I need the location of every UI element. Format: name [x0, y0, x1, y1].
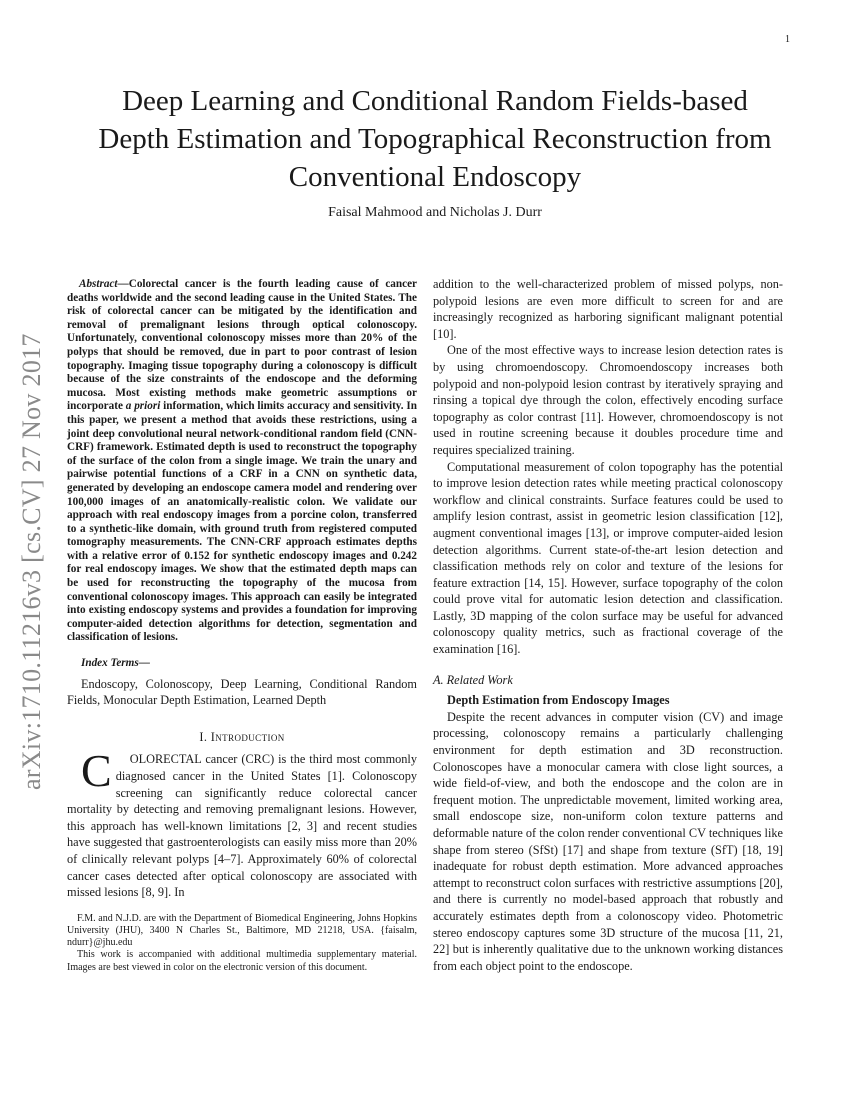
paragraph-topography: Computational measurement of colon topography has the potential to improve lesion detection rates while meeting practical colonoscopy workflow and clinical constraints. Surface features could be used to amplify lesion contrast, assist in geometric lesion classification [12], augment conventional images [13], or improve computer-aided lesion detection algorithms. Current state-of-the-art lesion detection and classification methods rely on color and texture of the lesions for feature extraction [14, 15]. However, surface topography of the colon could prove vital for automatic lesion detection and classification. Lastly, 3D mapping of the colon surface may be useful for advanced colonoscopy quality metrics, such as fractional coverage of the examination [16].	[433, 459, 783, 657]
arxiv-stamp: arXiv:1710.11216v3 [cs.CV] 27 Nov 2017	[17, 333, 46, 790]
paragraph-heading-depth: Depth Estimation from Endoscopy Images	[447, 693, 670, 708]
section-heading-introduction	[67, 729, 417, 746]
abstract-italic: a priori	[125, 400, 161, 413]
abstract-label: Abstract	[79, 278, 118, 290]
abstract-dash: —	[117, 278, 129, 290]
right-column	[433, 276, 783, 974]
dropcap: C	[81, 745, 112, 797]
paper-authors: Faisal Mahmood and Nicholas J. Durr	[328, 205, 542, 220]
paragraph-depth-estimation: Despite the recent advances in computer vision (CV) and image processing, colonoscopy remains a particularly challenging environment for depth estimation and 3D reconstruction. Colonoscopes have a monocular camera with close light sources, a wide field-of-view, and both the endoscope and the colon are in frequent motion. The unpredictable movement, limited working area, small endoscope size, non-uniform colon texture patterns and deformable nature of the colon render conventional CV techniques like shape from stereo (SfSt) [17] and shape from texture (SfT) [18, 19] inadequate for robust depth estimation. More advanced approaches attempt to reconstruct colon surfaces with restrictive assumptions [20], and there is currently no model-based approach that robustly and accurately estimates depth from a colonoscopy video. Photometric stereo endoscopy captures some 3D structure of the mucosa [11, 21, 22] but is inherently qualitative due to the unknown working distances from each object point to the endoscope.	[433, 709, 783, 973]
section-title: Introduction	[210, 729, 285, 744]
index-terms: Endoscopy, Colonoscopy, Deep Learning, Conditional Random Fields, Monocular Depth Estimation, Learned Depth	[67, 676, 417, 708]
footnote-affiliation: F.M. and N.J.D. are with the Department of Biomedical Engineering, Johns Hopkins University (JHU), 3400 N Charles St., Baltimore, MD 21218, USA. {faisalm, ndurr}@jhu.edu	[67, 912, 417, 949]
abstract-text-2: information, which limits accuracy and sensitivity. In this paper, we present a method that avoids these restrictions, using a joint deep convolutional neural network-conditional random field (CNN-CRF) framework. Estimated depth is used to reconstruct the topography of the surface of the colon from a single image. We train the unary and pairwise potential functions of a CRF in a CNN on synthetic data, generated by developing an endoscope camera model and rendering over 100,000 images of an anatomically-realistic colon. We validate our approach with real endoscopy images from a porcine colon, transferred to a synthetic-like domain, with ground truth from registered computed tomography measurements. The CNN-CRF approach estimates depths with a relative error of 0.152 for synthetic endoscopy images and 0.242 for real endoscopy images. We show that the estimated depth maps can be used for reconstructing the topography of the mucosa from conventional colonoscopy images. This approach can easily be integrated into existing endoscopy systems and provides a foundation for improving computer-aided detection algorithms for detection, segmentation and classification of lesions.	[67, 400, 417, 644]
page-number: 1	[785, 34, 790, 45]
left-column	[67, 278, 417, 974]
paragraph-chromoendoscopy: One of the most effective ways to increase lesion detection rates is by using chromoendoscopy. Chromoendoscopy increases both polypoid and non-polypoid lesion contrast by iteratively spraying and rinsing a topical dye through the colon, effectively encoding surface topography as color contrast [11]. However, chromoendoscopy is not used in routine screening because it doubles procedure time and requires specialized training.	[433, 343, 783, 457]
intro-first-word: OLORECTAL	[129, 752, 202, 767]
section-number: I.	[199, 729, 211, 744]
index-terms-label: Index Terms—	[81, 657, 150, 670]
subsection-related-work: A. Related Work	[433, 672, 513, 687]
intro-text: cancer (CRC) is the third most commonly diagnosed cancer in the United States [1]. Colonoscopy screening can significantly reduce colorectal cancer mortality by detecting and removing premalignant lesions. However, this approach has well-known limitations [2, 3] and recent studies have suggested that gastroenterologists can easily miss more than 20% of clinically relevant polyps [4–7]. Approximately 60% of colorectal cancer cases detected after optical colonoscopy are associated with missed lesions [8, 9]. In	[67, 752, 417, 900]
paper-title: Deep Learning and Conditional Random Fields-based Depth Estimation and Topographical Reconstruction from Conventional Endoscopy	[98, 85, 772, 193]
abstract-text-1: Colorectal cancer is the fourth leading cause of cancer deaths worldwide and the second leading cause in the United States. The risk of colorectal cancer can be mitigated by the identification and removal of premalignant lesions through optical colonoscopy. Unfortunately, conventional colonoscopy misses more than 20% of the polyps that should be removed, due in part to poor contrast of lesion topography. Imaging tissue topography during a colonoscopy is difficult because of the size constraints of the endoscope and the deforming mucosa. Most existing methods make geometric assumptions or incorporate	[67, 278, 417, 413]
footnote	[67, 913, 417, 974]
paragraph-continued: addition to the well-characterized problem of missed polyps, non-polypoid lesions are even more difficult to screen for and are increasingly recognized as harboring significant malignant potential [10].	[433, 277, 783, 341]
footnote-supplementary: This work is accompanied with additional multimedia supplementary material. Images are best viewed in color on the electronic version of this document.	[67, 949, 417, 973]
intro-paragraph	[67, 745, 417, 900]
abstract	[67, 278, 417, 645]
